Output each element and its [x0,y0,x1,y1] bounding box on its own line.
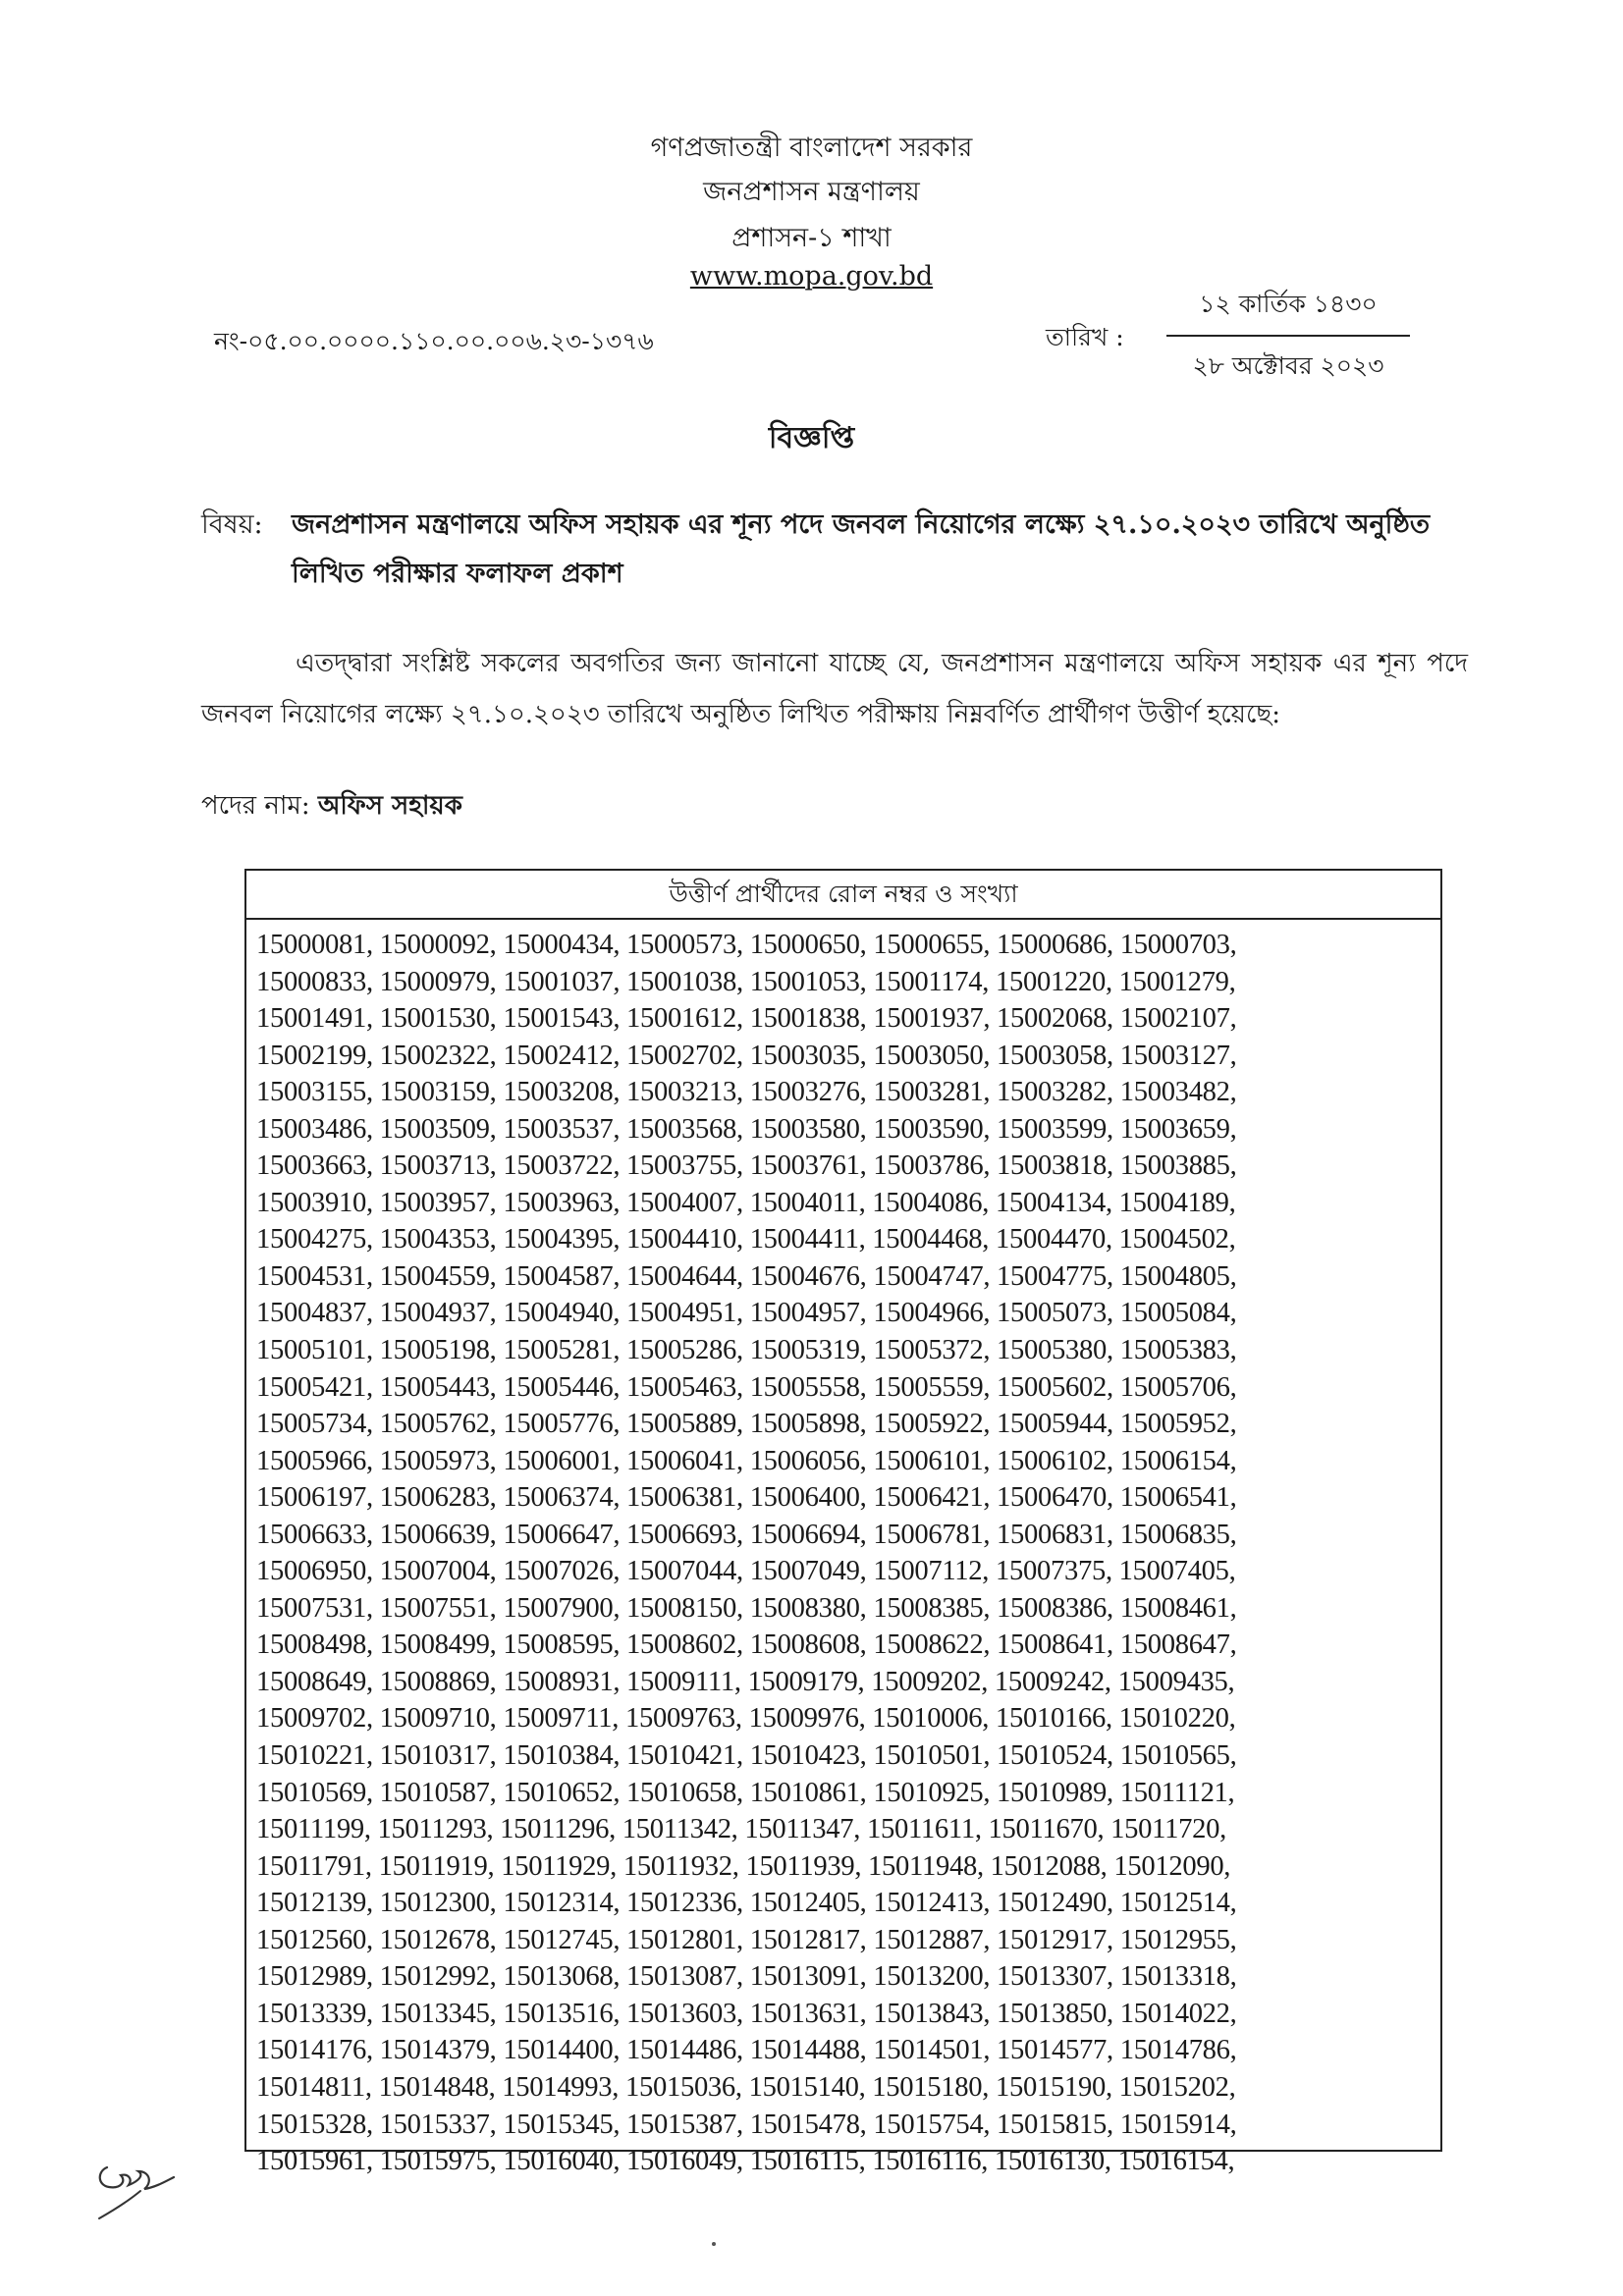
roll-number-row: 15011199, 15011293, 15011296, 15011342, 15011347, 15011611, 15011670, 15011720, [256,1814,1226,1845]
roll-number-row: 15014811, 15014848, 15014993, 15015036, 15015140, 15015180, 15015190, 15015202, [256,2071,1236,2103]
roll-number-row: 15008649, 15008869, 15008931, 15009111, 15009179, 15009202, 15009242, 15009435, [256,1666,1235,1697]
date-block [1159,285,1418,389]
roll-number-row: 15011791, 15011919, 15011929, 15011932, 15011939, 15011948, 15012088, 15012090, [256,1850,1231,1882]
roll-number-row: 15013339, 15013345, 15013516, 15013603, 15013631, 15013843, 15013850, 15014022, [256,1998,1237,2029]
roll-number-row: 15012560, 15012678, 15012745, 15012801, 15012817, 15012887, 15012917, 15012955, [256,1924,1237,1955]
roll-number-row: 15009702, 15009710, 15009711, 15009763, 15009976, 15010006, 15010166, 15010220, [256,1703,1236,1735]
post-line [201,785,462,828]
roll-number-row: 15012989, 15012992, 15013068, 15013087, 15013091, 15013200, 15013307, 15013318, [256,1961,1237,1993]
roll-number-row: 15014176, 15014379, 15014400, 15014486, 15014488, 15014501, 15014577, 15014786, [256,2035,1237,2066]
subject-label: বিষয়: [201,509,263,540]
post-label: পদের নাম: [201,791,310,821]
roll-number-row: 15005421, 15005443, 15005446, 15005463, 15005558, 15005559, 15005602, 15005706, [256,1371,1237,1403]
roll-number-row: 15003910, 15003957, 15003963, 15004007, 15004011, 15004086, 15004134, 15004189, [256,1187,1236,1218]
subject-text: জনপ্রশাসন মন্ত্রণালয়ে অফিস সহায়ক এর শূন্য পদে জনবল নিয়োগের লক্ষ্যে ২৭.১০.২০২৩ তারিখে অনুষ্ঠিত লিখিত পরীক্ষার ফলাফল প্রকাশ [292,509,1431,589]
body-paragraph: এতদ্দ্বারা সংশ্লিষ্ট সকলের অবগতির জন্য জানানো যাচ্ছে যে, জনপ্রশাসন মন্ত্রণালয়ে অফিস সহায়ক এর শূন্য পদে জনবল নিয়োগের লক্ষ্যে ২৭.১০.২০২৩ তারিখে অনুষ্ঠিত লিখিত পরীক্ষায় নিম্নবর্ণিত প্রার্থীগণ উত্তীর্ণ হয়েছে: [201,649,1468,729]
roll-number-row: 15004275, 15004353, 15004395, 15004410, 15004411, 15004468, 15004470, 15004502, [256,1224,1236,1255]
results-table-header: উত্তীর্ণ প্রার্থীদের রোল নম্বর ও সংখ্যা [246,871,1440,920]
roll-number-row: 15015328, 15015337, 15015345, 15015387, 15015478, 15015754, 15015815, 15015914, [256,2109,1237,2140]
post-value: অফিস সহায়ক [317,791,462,821]
roll-number-row: 15015961, 15015975, 15016040, 15016049, 15016115, 15016116, 15016130, 15016154, [256,2146,1235,2177]
government-name: গণপ্রজাতন্ত্রী বাংলাদেশ সরকার [650,133,973,163]
roll-number-row: 15005966, 15005973, 15006001, 15006041, 15006056, 15006101, 15006102, 15006154, [256,1445,1237,1476]
date-bengali: ১২ কার্তিক ১৪৩০ [1199,290,1378,318]
ministry-name: জনপ্রশাসন মন্ত্রণালয় [703,177,920,207]
roll-number-row: 15003155, 15003159, 15003208, 15003213, 15003276, 15003281, 15003282, 15003482, [256,1077,1237,1108]
roll-number-row: 15010221, 15010317, 15010384, 15010421, 15010423, 15010501, 15010524, 15010565, [256,1740,1237,1772]
roll-number-row: 15004837, 15004937, 15004940, 15004951, 15004957, 15004966, 15005073, 15005084, [256,1298,1237,1329]
roll-number-row: 15000081, 15000092, 15000434, 15000573, 15000650, 15000655, 15000686, 15000703, [256,930,1237,960]
date-gregorian: ২৮ অক্টোবর ২০২৩ [1192,351,1384,380]
roll-number-row: 15006197, 15006283, 15006374, 15006381, 15006400, 15006421, 15006470, 15006541, [256,1482,1237,1514]
roll-number-row: 15000833, 15000979, 15001037, 15001038, 15001053, 15001174, 15001220, 15001279, [256,966,1236,997]
notice-title: বিজ্ঞপ্তি [768,421,855,455]
roll-number-row: 15001491, 15001530, 15001543, 15001612, 15001838, 15001937, 15002068, 15002107, [256,1003,1237,1035]
roll-number-row: 15010569, 15010587, 15010652, 15010658, 15010861, 15010925, 15010989, 15011121, [256,1777,1235,1808]
results-table [244,869,1442,2177]
date-label: তারিখ : [1046,323,1124,351]
branch-name: প্রশাসন-১ শাখা [731,223,892,253]
signature-icon [93,2142,216,2220]
subject-block [201,501,1468,599]
roll-number-row: 15002199, 15002322, 15002412, 15002702, 15003035, 15003050, 15003058, 15003127, [256,1040,1237,1071]
roll-number-row: 15003663, 15003713, 15003722, 15003755, 15003761, 15003786, 15003818, 15003885, [256,1150,1237,1182]
roll-number-row: 15008498, 15008499, 15008595, 15008602, 15008608, 15008622, 15008641, 15008647, [256,1629,1237,1661]
roll-number-row: 15005734, 15005762, 15005776, 15005889, 15005898, 15005922, 15005944, 15005952, [256,1409,1237,1440]
roll-number-row: 15006633, 15006639, 15006647, 15006693, 15006694, 15006781, 15006831, 15006835, [256,1519,1237,1550]
memo-number: নং-০৫.০০.০০০০.১১০.০০.০০৬.২৩-১৩৭৬ [214,327,654,355]
website-link[interactable]: www.mopa.gov.bd [689,261,934,292]
roll-number-row: 15006950, 15007004, 15007026, 15007044, 15007049, 15007112, 15007375, 15007405, [256,1556,1236,1587]
roll-number-row: 15005101, 15005198, 15005281, 15005286, 15005319, 15005372, 15005380, 15005383, [256,1335,1237,1366]
roll-number-row: 15012139, 15012300, 15012314, 15012336, 15012405, 15012413, 15012490, 15012514, [256,1888,1237,1919]
roll-number-row: 15004531, 15004559, 15004587, 15004644, 15004676, 15004747, 15004775, 15004805, [256,1260,1237,1292]
roll-number-row: 15007531, 15007551, 15007900, 15008150, 15008380, 15008385, 15008386, 15008461, [256,1592,1237,1624]
roll-number-row: 15003486, 15003509, 15003537, 15003568, 15003580, 15003590, 15003599, 15003659, [256,1113,1237,1145]
scan-speck [712,2242,716,2246]
roll-number-list [246,920,1440,2180]
